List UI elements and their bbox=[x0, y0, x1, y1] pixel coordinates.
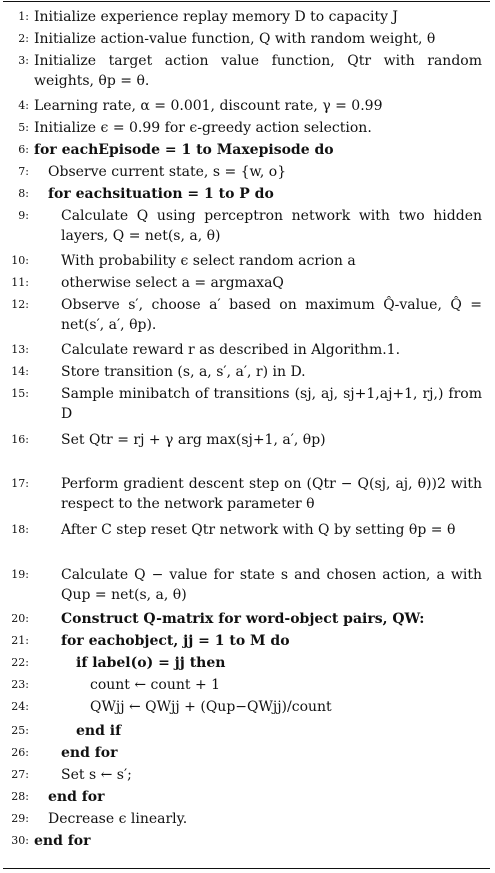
line-number: 15: bbox=[11, 387, 29, 400]
line-number: 10: bbox=[11, 254, 29, 267]
line-text: Calculate Q using perceptron network with two hidden layers, Q = net(s, a, θ) bbox=[61, 208, 482, 244]
line-number: 9: bbox=[18, 209, 29, 222]
line-text: Set Qtr = rj + γ arg max(sj+1, a′, θp) bbox=[61, 432, 326, 448]
line-text: end if bbox=[76, 723, 122, 739]
line-text: Calculate reward r as described in Algorithm.1. bbox=[61, 342, 401, 358]
line-text: Initialize action-value function, Q with random weight, θ bbox=[34, 31, 436, 47]
line-number: 24: bbox=[11, 700, 29, 713]
line-text: otherwise select a = argmaxaQ bbox=[61, 275, 284, 291]
line-text: Observe s′, choose a′ based on maximum Q̂-value, Q̂ = net(s′, a′, θp). bbox=[61, 297, 482, 333]
line-text: Initialize experience replay memory D to capacity J bbox=[34, 9, 399, 25]
algorithm-box bbox=[3, 1, 490, 870]
line-text: Calculate Q − value for state s and chosen action, a with Qup = net(s, a, θ) bbox=[61, 567, 482, 603]
line-text: count ← count + 1 bbox=[90, 677, 221, 693]
line-text: Initialize ϵ = 0.99 for ϵ-greedy action selection. bbox=[34, 120, 372, 136]
line-number: 13: bbox=[11, 343, 29, 356]
line-text: After C step reset Qtr network with Q by setting θp = θ bbox=[61, 522, 456, 538]
line-text: end for bbox=[48, 789, 105, 805]
line-text: With probability ϵ select random acrion a bbox=[61, 253, 356, 269]
line-text: Initialize target action value function, Qtr with random weights, θp = θ. bbox=[34, 53, 482, 89]
line-number: 19: bbox=[11, 568, 29, 581]
line-number: 11: bbox=[11, 276, 29, 289]
line-number: 1: bbox=[18, 10, 29, 23]
line-number: 14: bbox=[11, 365, 29, 378]
line-text: if label(o) = jj then bbox=[76, 655, 226, 671]
line-text: Store transition (s, a, s′, a′, r) in D. bbox=[61, 364, 306, 380]
line-text: end for bbox=[61, 745, 118, 761]
line-text: QWjj ← QWjj + (Qup−QWjj)/count bbox=[90, 699, 332, 715]
line-text: Learning rate, α = 0.001, discount rate, γ = 0.99 bbox=[34, 98, 383, 114]
line-text: Observe current state, s = {w, o} bbox=[48, 164, 287, 180]
line-number: 2: bbox=[18, 32, 29, 45]
line-number: 12: bbox=[11, 298, 29, 311]
line-text: for eachsituation = 1 to P do bbox=[48, 186, 274, 202]
line-number: 6: bbox=[18, 143, 29, 156]
line-number: 21: bbox=[11, 634, 29, 647]
line-text: Decrease ϵ linearly. bbox=[48, 811, 188, 827]
line-number: 3: bbox=[18, 54, 29, 67]
line-number: 7: bbox=[18, 165, 29, 178]
line-text: for eachEpisode = 1 to Maxepisode do bbox=[34, 142, 334, 158]
line-text: Sample minibatch of transitions (sj, aj, sj+1,aj+1, rj,) from D bbox=[61, 386, 482, 422]
line-number: 29: bbox=[11, 812, 29, 825]
line-text: Set s ← s′; bbox=[61, 767, 132, 783]
line-number: 5: bbox=[18, 121, 29, 134]
top-rule bbox=[3, 1, 490, 2]
line-number: 8: bbox=[18, 187, 29, 200]
line-text: Perform gradient descent step on (Qtr − Q(sj, aj, θ))2 with respect to the network parameter θ bbox=[61, 476, 482, 512]
line-number: 16: bbox=[11, 433, 29, 446]
line-number: 17: bbox=[11, 477, 29, 490]
line-number: 22: bbox=[11, 656, 29, 669]
line-text: Construct Q-matrix for word-object pairs, QW: bbox=[61, 611, 425, 627]
line-number: 30: bbox=[11, 834, 29, 847]
line-number: 20: bbox=[11, 612, 29, 625]
line-number: 18: bbox=[11, 523, 29, 536]
line-text: for eachobject, jj = 1 to M do bbox=[61, 633, 290, 649]
line-number: 25: bbox=[11, 724, 29, 737]
line-number: 4: bbox=[18, 99, 29, 112]
line-number: 26: bbox=[11, 746, 29, 759]
line-text: end for bbox=[34, 833, 91, 849]
line-number: 28: bbox=[11, 790, 29, 803]
line-number: 27: bbox=[11, 768, 29, 781]
bottom-rule bbox=[3, 868, 490, 869]
line-number: 23: bbox=[11, 678, 29, 691]
